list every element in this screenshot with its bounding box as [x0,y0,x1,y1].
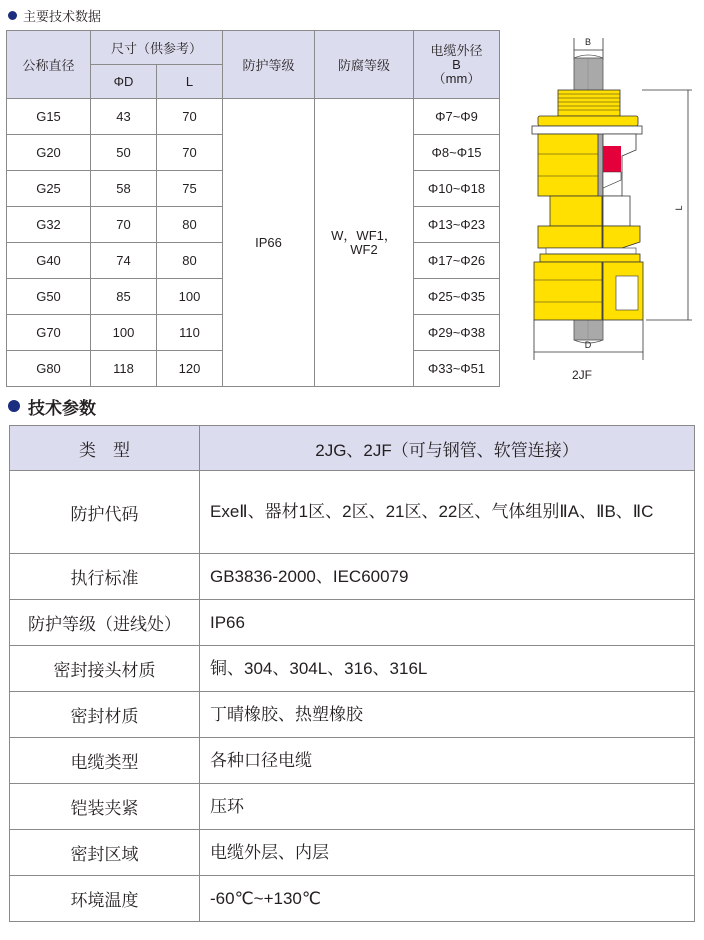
bullet-icon [8,400,20,412]
red-seal [603,146,621,172]
table-row [10,876,695,922]
cell-nominal: G25 [7,171,91,207]
cell-l: 80 [157,243,223,279]
cell-l: 100 [157,279,223,315]
param-key: 防护代码 [10,471,200,554]
header-cable-od-line1: 电缆外径 [430,42,483,58]
cell-d: 58 [91,171,157,207]
header-type-value: 2JG、2JF（可与钢管、软管连接） [200,426,695,471]
cell-nominal: G80 [7,351,91,387]
dimensions-table [6,30,500,387]
cell-d: 100 [91,315,157,351]
cell-cable-range: Φ25~Φ35 [414,279,500,315]
cell-nominal: G40 [7,243,91,279]
cell-d: 50 [91,135,157,171]
table-row [10,471,695,554]
param-value: IP66 [200,600,695,646]
table-row [10,692,695,738]
header-protection-grade: 防护等级 [223,31,315,99]
param-value: 压环 [200,784,695,830]
header-type: 类 型 [10,426,200,471]
param-value: -60℃~+130℃ [200,876,695,922]
header-anticorrosion-grade: 防腐等级 [315,31,414,99]
hex-nut-upper [538,134,636,196]
section-title-tech-params [8,394,96,418]
cell-d: 70 [91,207,157,243]
cell-cable-range: Φ29~Φ38 [414,315,500,351]
param-value: 铜、304、304L、316、316L [200,646,695,692]
header-cable-od-line2: B [452,56,461,72]
cell-nominal: G70 [7,315,91,351]
table-row [7,99,500,135]
body-middle [538,196,640,262]
header-cable-outer-diameter [414,31,500,99]
table-row [10,600,695,646]
header-nominal-diameter: 公称直径 [7,31,91,99]
table-row [10,738,695,784]
header-d: ΦD [91,65,157,99]
cell-d: 74 [91,243,157,279]
section-title-main-data [8,5,101,25]
cable-gland-drawing [510,30,700,390]
table-row [10,646,695,692]
table-row [10,830,695,876]
param-value: 各种口径电缆 [200,738,695,784]
table-row [10,554,695,600]
anticorrosion-line2: WF2 [350,241,378,257]
param-key: 密封材质 [10,692,200,738]
drawing-caption: 2JF [572,368,593,382]
header-size: 尺寸（供参考） [91,31,223,65]
cell-cable-range: Φ33~Φ51 [414,351,500,387]
param-key: 环境温度 [10,876,200,922]
cell-l: 110 [157,315,223,351]
cell-l: 70 [157,99,223,135]
section-title-text: 主要技术数据 [23,8,102,24]
dimension-d-label: D [584,340,592,350]
param-key: 密封区域 [10,830,200,876]
cell-anticorrosion-grade [315,99,414,387]
param-key: 执行标准 [10,554,200,600]
cell-d: 118 [91,351,157,387]
param-key: 铠装夹紧 [10,784,200,830]
dimension-l-label: L [674,205,684,211]
dimension-b-label: B [584,37,592,47]
param-key: 电缆类型 [10,738,200,784]
cell-nominal: G20 [7,135,91,171]
cell-l: 80 [157,207,223,243]
cell-nominal: G15 [7,99,91,135]
cell-d: 85 [91,279,157,315]
section-title-text: 技术参数 [28,398,96,418]
technical-parameters-table [9,425,695,922]
cell-cable-range: Φ7~Φ9 [414,99,500,135]
cell-l: 75 [157,171,223,207]
cell-d: 43 [91,99,157,135]
dimension-l [642,90,692,320]
cell-nominal: G50 [7,279,91,315]
hex-nut-lower [534,262,643,320]
param-key: 密封接头材质 [10,646,200,692]
cell-nominal: G32 [7,207,91,243]
table-row [10,784,695,830]
anticorrosion-line1: W，WF1， [331,227,397,243]
header-l: L [157,65,223,99]
cell-cable-range: Φ8~Φ15 [414,135,500,171]
bullet-icon [8,11,17,20]
cell-protection-grade: IP66 [223,99,315,387]
param-value: 电缆外层、内层 [200,830,695,876]
header-cable-od-line3: （mm） [432,70,481,86]
cell-cable-range: Φ17~Φ26 [414,243,500,279]
cell-l: 120 [157,351,223,387]
param-key: 防护等级（进线处） [10,600,200,646]
param-value: GB3836-2000、IEC60079 [200,554,695,600]
cell-l: 70 [157,135,223,171]
cell-cable-range: Φ10~Φ18 [414,171,500,207]
param-value: ExeⅡ、器材1区、2区、21区、22区、气体组别ⅡA、ⅡB、ⅡC [200,471,695,554]
param-value: 丁晴橡胶、热塑橡胶 [200,692,695,738]
thread-section [532,90,642,134]
cell-cable-range: Φ13~Φ23 [414,207,500,243]
